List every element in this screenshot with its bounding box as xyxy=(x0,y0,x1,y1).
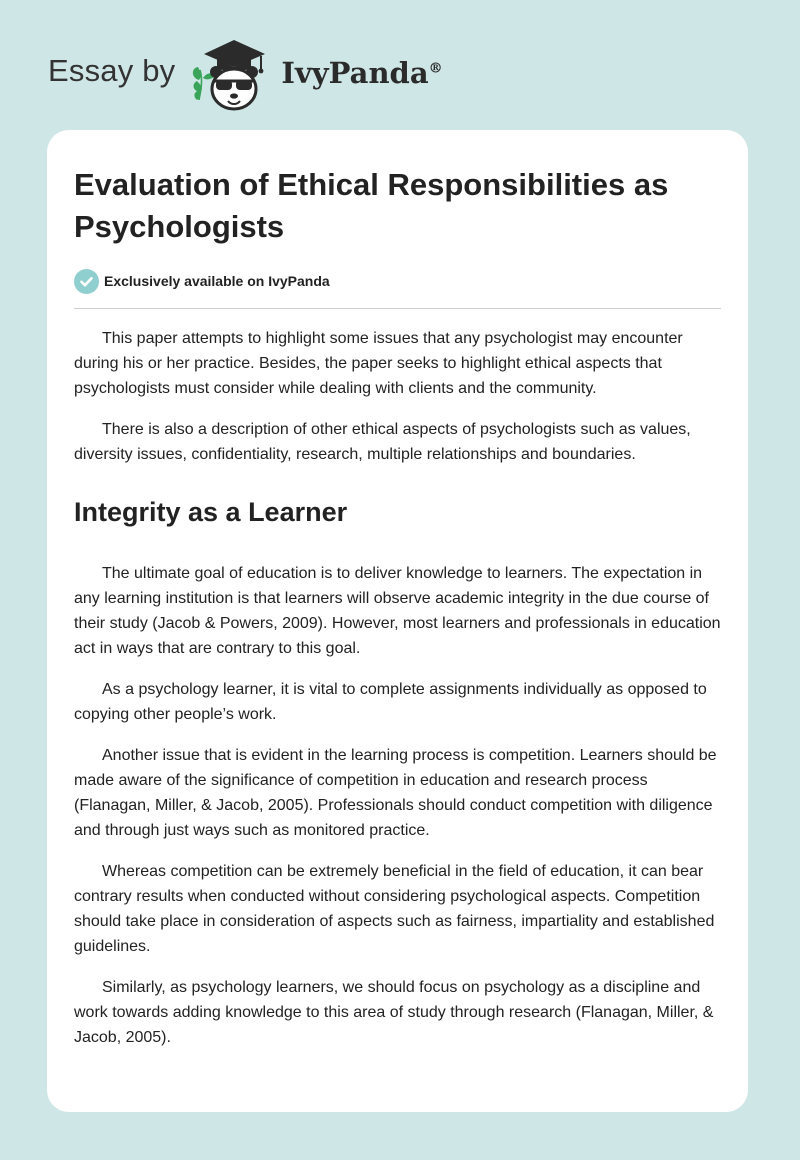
page-title: Evaluation of Ethical Responsibilities as Psychologists xyxy=(74,167,669,244)
body-paragraph: The ultimate goal of education is to deliver knowledge to learners. The expectation in any learning institution is that learners will observe academic integrity in the due course of their study (Jacob & Powers, 2009). However, most learners and professionals in education act in ways that are contrary to this goal. xyxy=(74,565,721,657)
intro-paragraph: There is also a description of other ethical aspects of psychologists such as values, diversity issues, confidentiality, research, multiple relationships and boundaries. xyxy=(74,421,691,463)
badge-text: Exclusively available on IvyPanda xyxy=(104,273,330,289)
check-circle-icon xyxy=(74,269,99,294)
divider xyxy=(74,308,721,309)
exclusive-badge xyxy=(74,268,721,294)
section-heading: Integrity as a Learner xyxy=(74,497,348,527)
body-paragraph: As a psychology learner, it is vital to complete assignments individually as opposed to copying other people’s work. xyxy=(74,681,707,723)
body-paragraph: Another issue that is evident in the learning process is competition. Learners should be made aware of the significance of competition in education and research process (Flanagan, Miller, & Jacob, 2005). Professionals should conduct competition with diligence and through just ways such as monitored practice. xyxy=(74,747,717,839)
body-paragraph: Similarly, as psychology learners, we should focus on psychology as a discipline and work towards adding knowledge to this area of study through research (Flanagan, Miller, & Jacob, 2005). xyxy=(74,979,714,1046)
brand-prefix: Essay by xyxy=(48,53,176,88)
panda-graduate-icon xyxy=(189,34,279,114)
brand-name xyxy=(281,56,442,90)
body-paragraph: Whereas competition can be extremely beneficial in the field of education, it can bear contrary results when conducted without considering psychological aspects. Competition should take place in consideration of aspects such as fairness, impartiality and established guidelines. xyxy=(74,863,715,955)
brand-header xyxy=(48,34,443,114)
essay-card xyxy=(47,130,748,1112)
intro-paragraph: This paper attempts to highlight some issues that any psychologist may encounter during his or her practice. Besides, the paper seeks to highlight ethical aspects that psychologists must consider while dealing with clients and the community. xyxy=(74,330,683,397)
registered-mark: ® xyxy=(428,60,443,77)
brand-name-text: IvyPanda xyxy=(281,56,429,90)
